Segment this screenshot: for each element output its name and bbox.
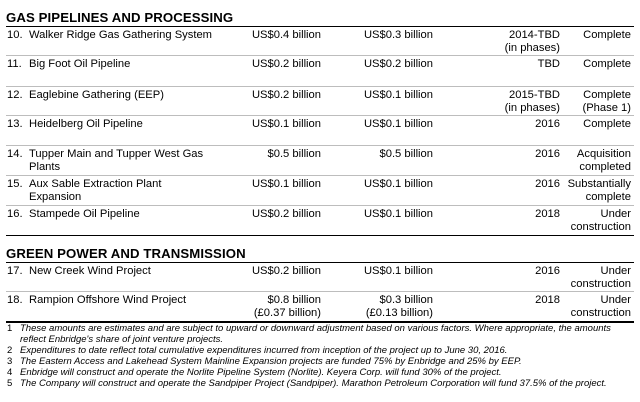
- project-name: Tupper Main and Tupper West Gas Plants: [29, 148, 204, 173]
- row-number: 10.: [7, 29, 23, 41]
- expenditures-to-date: US$0.1 billion: [363, 208, 433, 220]
- project-status: Substantially complete: [567, 178, 631, 203]
- footnote-text: These amounts are estimates and are subject to upward or downward adjustment based on various factors. Where appropriate, the amounts reflect Enbridge's share of joint venture projects.: [20, 323, 611, 345]
- estimated-cost: US$0.2 billion: [251, 89, 321, 101]
- project-status: Complete: [583, 58, 631, 70]
- project-status: Acquisition completed: [576, 148, 631, 173]
- expenditures-to-date: US$0.1 billion: [363, 118, 433, 130]
- table-row: [6, 206, 634, 236]
- estimated-cost: US$0.2 billion: [251, 58, 321, 70]
- footnote: [6, 323, 634, 345]
- row-number: 17.: [7, 265, 23, 277]
- project-status: Complete: [583, 118, 631, 130]
- project-name: Rampion Offshore Wind Project: [29, 294, 187, 306]
- estimated-cost: US$0.1 billion: [251, 118, 321, 130]
- footnote-number: 4: [7, 367, 13, 378]
- expenditures-to-date: US$0.1 billion: [363, 265, 433, 277]
- row-number: 13.: [7, 118, 23, 130]
- expenditures-to-date: $0.5 billion: [379, 148, 433, 160]
- in-service-date: 2018: [535, 294, 560, 306]
- estimated-cost: US$0.2 billion: [251, 208, 321, 220]
- footnotes: [6, 322, 634, 389]
- in-service-date: 2014-TBD (in phases): [504, 29, 560, 54]
- section-title-green-power: GREEN POWER AND TRANSMISSION: [6, 246, 634, 263]
- table-row: [6, 27, 634, 56]
- row-number: 16.: [7, 208, 23, 220]
- row-number: 14.: [7, 148, 23, 160]
- footnote-text: The Company will construct and operate the Sandpiper Project (Sandpiper). Marathon Petroleum Corporation will fund 37.5% of the project.: [20, 378, 607, 389]
- expenditures-to-date: $0.3 billion (£0.13 billion): [365, 294, 433, 319]
- project-name: Eaglebine Gathering (EEP): [29, 89, 164, 101]
- row-number: 11.: [7, 58, 22, 70]
- project-name: New Creek Wind Project: [29, 265, 151, 277]
- table-row: [6, 292, 634, 322]
- table-row: [6, 146, 634, 176]
- estimated-cost: $0.8 billion (£0.37 billion): [253, 294, 321, 319]
- row-number: 18.: [7, 294, 23, 306]
- table-row: [6, 263, 634, 292]
- estimated-cost: US$0.4 billion: [251, 29, 321, 41]
- project-name: Heidelberg Oil Pipeline: [29, 118, 143, 130]
- project-name: Walker Ridge Gas Gathering System: [29, 29, 213, 41]
- projects-table: [6, 10, 634, 389]
- footnote-number: 5: [7, 378, 13, 389]
- footnote: [6, 356, 634, 367]
- row-number: 12.: [7, 89, 23, 101]
- footnote-text: Expenditures to date reflect total cumulative expenditures incurred from inception of the project up to June 30, 2016.: [20, 345, 508, 356]
- estimated-cost: US$0.1 billion: [251, 178, 321, 190]
- estimated-cost: $0.5 billion: [267, 148, 321, 160]
- footnote: [6, 378, 634, 389]
- in-service-date: 2016: [535, 148, 560, 160]
- expenditures-to-date: US$0.2 billion: [363, 58, 433, 70]
- project-status: Complete (Phase 1): [582, 89, 631, 114]
- footnote-text: The Eastern Access and Lakehead System Mainline Expansion projects are funded 75% by Enbridge and 25% by EEP.: [20, 356, 522, 367]
- row-number: 15.: [7, 178, 23, 190]
- expenditures-to-date: US$0.3 billion: [363, 29, 433, 41]
- footnote-number: 3: [7, 356, 13, 367]
- footnote-number: 1: [7, 323, 13, 334]
- footnote-number: 2: [7, 345, 13, 356]
- table-row: [6, 176, 634, 206]
- in-service-date: 2016: [535, 178, 560, 190]
- project-name: Big Foot Oil Pipeline: [29, 58, 131, 70]
- project-name: Aux Sable Extraction Plant Expansion: [29, 178, 162, 203]
- footnote: [6, 367, 634, 378]
- in-service-date: 2015-TBD (in phases): [504, 89, 560, 114]
- expenditures-to-date: US$0.1 billion: [363, 178, 433, 190]
- in-service-date: 2018: [535, 208, 560, 220]
- section-title-gas-pipelines: GAS PIPELINES AND PROCESSING: [6, 10, 634, 27]
- project-status: Under construction: [570, 265, 631, 290]
- expenditures-to-date: US$0.1 billion: [363, 89, 433, 101]
- table-row: [6, 87, 634, 116]
- table-row: [6, 56, 634, 87]
- estimated-cost: US$0.2 billion: [251, 265, 321, 277]
- project-status: Complete: [583, 29, 631, 41]
- in-service-date: TBD: [537, 58, 560, 70]
- footnote: [6, 345, 634, 356]
- in-service-date: 2016: [535, 265, 560, 277]
- project-status: Under construction: [570, 208, 631, 233]
- footnote-text: Enbridge will construct and operate the Norlite Pipeline System (Norlite). Keyera Corp. will fund 30% of the project.: [20, 367, 502, 378]
- project-status: Under construction: [570, 294, 631, 319]
- table-row: [6, 116, 634, 146]
- in-service-date: 2016: [535, 118, 560, 130]
- project-name: Stampede Oil Pipeline: [29, 208, 140, 220]
